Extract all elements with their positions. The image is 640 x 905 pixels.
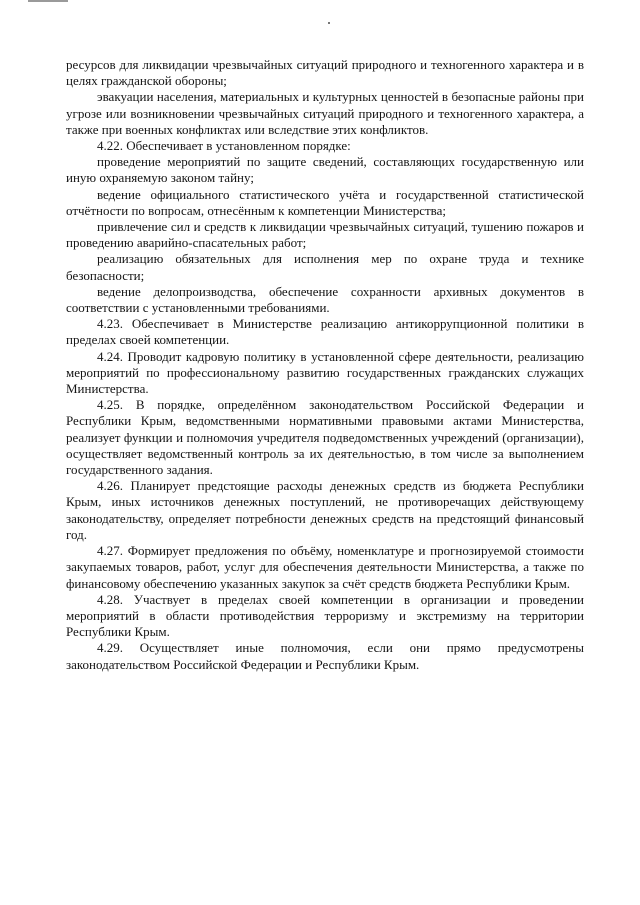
paragraph-4-22: 4.22. Обеспечивает в установленном порядке: <box>97 138 351 154</box>
paragraph-statistics: ведение официального статистического учёта и государственной статистической отчётности по вопросам, отнесённым к компетенции Министерства; <box>66 186 584 218</box>
scan-artifact-line <box>28 0 68 5</box>
paragraph-4-24: 4.24. Проводит кадровую политику в установленной сфере деятельности, реализацию мероприятий по профессиональному развитию государственных гражданских служащих Министерства. <box>66 348 584 397</box>
paragraph-4-27: 4.27. Формирует предложения по объёму, номенклатуре и прогнозируемой стоимости закупаемых товаров, работ, услуг для обеспечения деятельности Министерства, а также по финансовому обеспечению указанных закупок за счёт средств бюджета Республики Крым. <box>66 543 584 591</box>
scan-artifact-dot <box>328 22 330 24</box>
paragraph-labor-safety: реализацию обязательных для исполнения мер по охране труда и технике безопасности; <box>66 251 584 283</box>
paragraph-resources: ресурсов для ликвидации чрезвычайных ситуаций природного и техногенного характера и в целях гражданской обороны; <box>66 57 584 89</box>
paragraph-emergency-forces: привлечение сил и средств к ликвидации чрезвычайных ситуаций, тушению пожаров и проведению аварийно-спасательных работ; <box>66 219 584 251</box>
paragraph-4-26: 4.26. Планирует предстоящие расходы денежных средств из бюджета Республики Крым, иных источников денежных поступлений, не противоречащих действующему законодательству, определяет потребности денежных средств на предстоящий финансовый год. <box>66 478 584 542</box>
document-body <box>66 57 584 673</box>
paragraph-4-23: 4.23. Обеспечивает в Министерстве реализацию антикоррупционной политики в пределах своей компетенции. <box>66 316 584 348</box>
paragraph-4-28: 4.28. Участвует в пределах своей компетенции в организации и проведении мероприятий в области противодействия терроризму и экстремизму на территории Республики Крым. <box>66 591 584 640</box>
paragraph-evacuation: эвакуации населения, материальных и культурных ценностей в безопасные районы при угрозе или возникновении чрезвычайных ситуаций природного и техногенного характера, а также при военных конфликтах или вследствие этих конфликтов. <box>66 89 584 137</box>
paragraph-4-25: 4.25. В порядке, определённом законодательством Российской Федерации и Республики Крым, ведомственными нормативными правовыми актами Министерства, реализует функции и полномочия учредителя подведомственных учреждений (организации), осуществляет ведомственный контроль за их деятельностью, в том числе за выполнением государственного задания. <box>66 397 584 478</box>
paragraph-4-29: 4.29. Осуществляет иные полномочия, если они прямо предусмотрены законодательством Российской Федерации и Республики Крым. <box>66 640 584 672</box>
paragraph-secrets-protection: проведение мероприятий по защите сведений, составляющих государственную или иную охраняемую законом тайну; <box>66 154 584 186</box>
paragraph-records-management: ведение делопроизводства, обеспечение сохранности архивных документов в соответствии с установленными требованиями. <box>66 283 584 316</box>
